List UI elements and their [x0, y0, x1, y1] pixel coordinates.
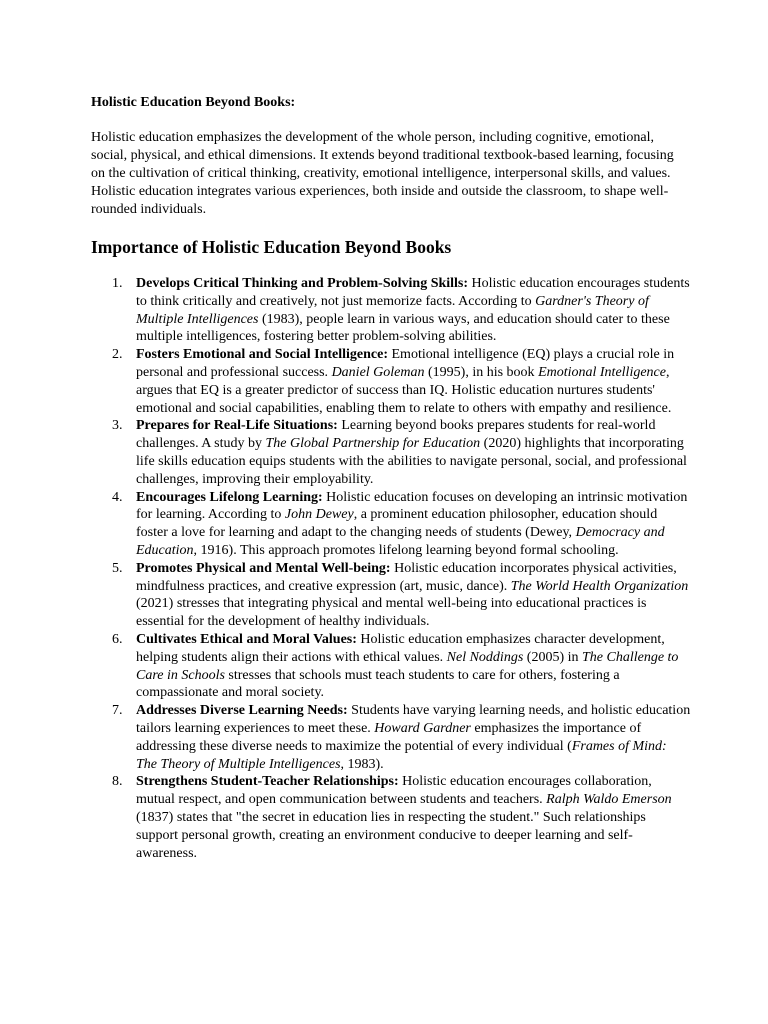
item-text: Emotional intelligence (EQ) plays a crucial role in personal and professional success. [136, 347, 675, 380]
list-item [91, 346, 691, 417]
item-text: Holistic education emphasizes character development, helping students align their actions with ethical values. [136, 631, 665, 665]
list-item [91, 489, 691, 560]
item-lead: Cultivates Ethical and Moral Values: [136, 631, 357, 647]
document-title: Holistic Education Beyond Books: [91, 95, 296, 110]
item-emphasis: Ralph Waldo Emerson [546, 792, 672, 808]
item-emphasis: John Dewey [284, 507, 354, 523]
item-text: Students have varying learning needs, and holistic education tailors learning experiences to meet these. [136, 703, 691, 736]
section-heading: Importance of Holistic Education Beyond Books [91, 237, 452, 257]
list-item [91, 275, 691, 346]
item-emphasis: Howard Gardner [374, 720, 471, 736]
list-item [91, 560, 691, 631]
list-item [91, 702, 691, 773]
item-number: 8. [112, 774, 123, 790]
item-emphasis: Democracy and Education [136, 525, 665, 558]
item-emphasis: Emotional Intelligence [538, 364, 666, 380]
item-number: 6. [112, 631, 123, 647]
list-item [91, 631, 691, 702]
item-emphasis: Frames of Mind: The Theory of Multiple Intelligences [136, 738, 667, 772]
item-number: 5. [112, 560, 123, 576]
item-text: (2005) in [523, 649, 582, 665]
item-number: 7. [112, 703, 123, 719]
list-item [91, 773, 691, 862]
item-text: Holistic education incorporates physical activities, mindfulness practices, and creative expression (art, music, dance). [136, 560, 677, 594]
item-text: , argues that EQ is a greater predictor of success than IQ. Holistic education nurtures students' emotional and social capabilities, enabling them to relate to others with empathy and resilience. [136, 364, 672, 416]
item-text: (1983), people learn in various ways, and education should cater to these multiple intelligences, fostering better problem-solving abilities. [136, 311, 670, 345]
item-emphasis: The Challenge to Care in Schools [136, 649, 679, 683]
item-lead: Develops Critical Thinking and Problem-Solving Skills: [136, 276, 469, 291]
item-emphasis: The Global Partnership for Education [265, 436, 481, 452]
item-text: , 1916). This approach promotes lifelong learning beyond formal schooling. [193, 542, 619, 558]
item-emphasis: Nel Noddings [446, 649, 524, 665]
item-number: 4. [112, 489, 123, 505]
item-number: 1. [112, 276, 123, 291]
intro-paragraph: Holistic education emphasizes the development of the whole person, including cognitive, emotional, social, physical, and ethical dimensions. It extends beyond traditional textbook-based learning, focusing on the cultivation of critical thinking, creativity, emotional intelligence, interpersonal skills, and values. Holistic education integrates various experiences, both inside and outside the classroom, to shape well-rounded individuals. [91, 130, 674, 217]
item-text: Holistic education encourages collaboration, mutual respect, and open communication between students and teachers. [136, 774, 652, 808]
item-lead: Fosters Emotional and Social Intelligence: [136, 347, 388, 363]
item-lead: Strengthens Student-Teacher Relationships: [136, 774, 399, 790]
item-text: emphasizes the importance of addressing these diverse needs to maximize the potential of every individual ( [136, 720, 642, 754]
item-text: (2021) stresses that integrating physical and mental well-being into educational practices is essential for the development of healthy individuals. [136, 596, 647, 630]
item-emphasis: The World Health Organization [510, 578, 689, 594]
item-number: 2. [112, 347, 123, 363]
item-emphasis: Gardner's Theory of Multiple Intelligences [136, 293, 649, 327]
item-text: , a prominent education philosopher, education should foster a love for learning and adapt to the changing needs of students (Dewey, [136, 507, 658, 541]
item-text: Holistic education encourages students to think critically and creatively, not just memorize facts. According to [136, 276, 690, 309]
item-lead: Encourages Lifelong Learning: [136, 489, 323, 505]
item-text: (2020) highlights that incorporating life skills education equips students with the abilities to navigate personal, social, and professional challenges, improving their employability. [136, 436, 687, 487]
item-text: , 1983). [340, 756, 384, 772]
item-lead: Addresses Diverse Learning Needs: [136, 703, 348, 719]
item-lead: Prepares for Real-Life Situations: [136, 418, 338, 434]
importance-list [91, 275, 691, 862]
item-lead: Promotes Physical and Mental Well-being: [136, 560, 391, 576]
item-text: stresses that schools must teach students to care for others, fostering a compassionate and moral society. [136, 667, 620, 701]
item-text: Learning beyond books prepares students for real-world challenges. A study by [136, 418, 656, 452]
item-emphasis: Daniel Goleman [331, 364, 425, 380]
item-number: 3. [112, 418, 123, 434]
item-text: (1837) states that "the secret in education lies in respecting the student." Such relationships support personal growth, creating an environment conducive to deeper learning and self-awareness. [136, 809, 646, 861]
item-text: Holistic education focuses on developing an intrinsic motivation for learning. According to [136, 489, 688, 523]
item-text: (1995), in his book [424, 364, 539, 380]
list-item [91, 417, 691, 488]
